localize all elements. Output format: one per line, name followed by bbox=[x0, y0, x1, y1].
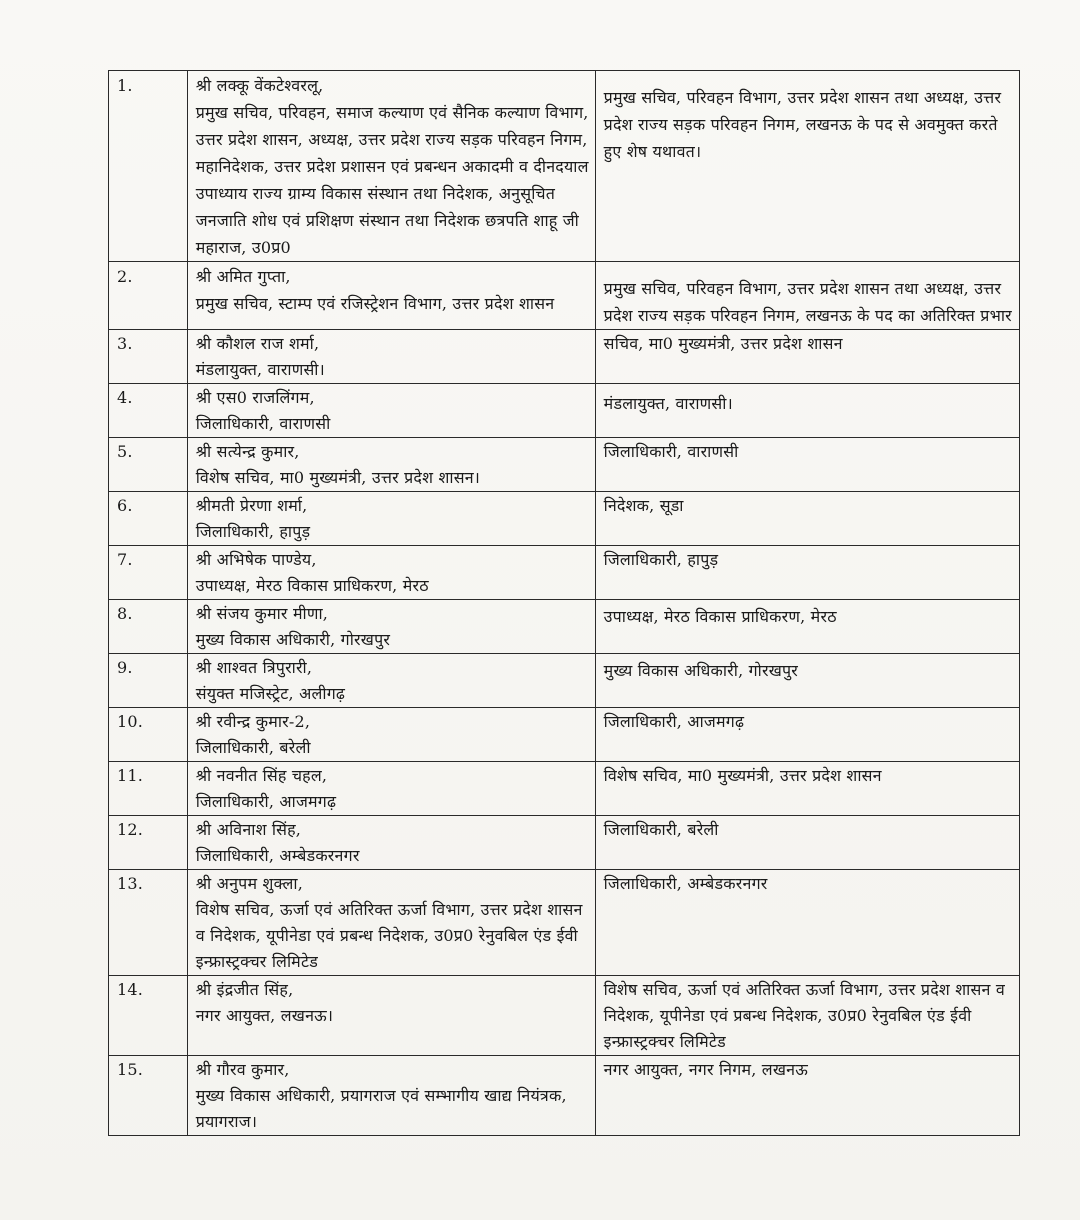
new-posting bbox=[595, 654, 1019, 708]
serial-number: 7. bbox=[109, 546, 188, 600]
current-posting: प्रमुख सचिव, परिवहन, समाज कल्याण एवं सैनिक कल्याण विभाग, उत्तर प्रदेश शासन, अध्यक्ष, उत्तर प्रदेश राज्य सड़क परिवहन निगम, महानिदेशक, उत्तर प्रदेश प्रशासन एवं प्रबन्धन अकादमी व दीनदयाल उपाध्याय राज्य ग्राम्य विकास संस्थान तथा निदेशक, अनुसूचित जनजाति शोध एवं प्रशिक्षण संस्थान तथा निदेशक छत्रपति शाहू जी महाराज, उ0प्र0 bbox=[195, 103, 589, 257]
new-posting bbox=[595, 600, 1019, 654]
serial-number: 1. bbox=[109, 71, 188, 262]
new-posting bbox=[595, 492, 1019, 546]
new-posting bbox=[595, 262, 1019, 330]
new-posting bbox=[595, 762, 1019, 816]
new-posting bbox=[595, 708, 1019, 762]
officer-cell bbox=[187, 1056, 595, 1136]
current-posting: उपाध्यक्ष, मेरठ विकास प्राधिकरण, मेरठ bbox=[195, 576, 429, 595]
table-row bbox=[109, 816, 1020, 870]
officer-name: श्री सत्येन्द्र कुमार, bbox=[195, 442, 300, 461]
current-posting: नगर आयुक्त, लखनऊ। bbox=[195, 1006, 334, 1025]
officer-cell bbox=[187, 492, 595, 546]
new-posting bbox=[595, 1056, 1019, 1136]
new-posting-text: मंडलायुक्त, वाराणसी। bbox=[603, 394, 733, 413]
officer-name: श्रीमती प्रेरणा शर्मा, bbox=[195, 496, 308, 515]
table-row bbox=[109, 438, 1020, 492]
table-row bbox=[109, 976, 1020, 1056]
officer-name: श्री कौशल राज शर्मा, bbox=[195, 334, 320, 353]
officer-name: श्री अभिषेक पाण्डेय, bbox=[195, 550, 317, 569]
transfer-table-body bbox=[109, 71, 1020, 1136]
current-posting: जिलाधिकारी, आजमगढ़ bbox=[195, 792, 337, 811]
new-posting bbox=[595, 976, 1019, 1056]
table-row bbox=[109, 1056, 1020, 1136]
table-row bbox=[109, 762, 1020, 816]
table-row bbox=[109, 492, 1020, 546]
table-row bbox=[109, 384, 1020, 438]
new-posting-text: जिलाधिकारी, हापुड़ bbox=[603, 550, 719, 569]
officer-name: श्री अनुपम शुक्ला, bbox=[195, 874, 304, 893]
table-row bbox=[109, 71, 1020, 262]
serial-number: 5. bbox=[109, 438, 188, 492]
new-posting-text: विशेष सचिव, मा0 मुख्यमंत्री, उत्तर प्रदेश शासन bbox=[603, 766, 882, 785]
new-posting-text: मुख्य विकास अधिकारी, गोरखपुर bbox=[603, 661, 799, 680]
current-posting: संयुक्त मजिस्ट्रेट, अलीगढ़ bbox=[195, 684, 346, 703]
officer-cell bbox=[187, 330, 595, 384]
new-posting-text: उपाध्यक्ष, मेरठ विकास प्राधिकरण, मेरठ bbox=[603, 607, 837, 626]
serial-number: 3. bbox=[109, 330, 188, 384]
officer-cell bbox=[187, 546, 595, 600]
officer-name: श्री एस0 राजलिंगम, bbox=[195, 388, 315, 407]
current-posting: जिलाधिकारी, अम्बेडकरनगर bbox=[195, 846, 360, 865]
table-row bbox=[109, 262, 1020, 330]
current-posting: मुख्य विकास अधिकारी, गोरखपुर bbox=[195, 630, 391, 649]
new-posting bbox=[595, 546, 1019, 600]
table-row bbox=[109, 546, 1020, 600]
officer-name: श्री अमित गुप्ता, bbox=[195, 267, 291, 286]
officer-cell bbox=[187, 816, 595, 870]
officer-cell bbox=[187, 600, 595, 654]
officer-cell bbox=[187, 762, 595, 816]
new-posting-text: जिलाधिकारी, बरेली bbox=[603, 820, 719, 839]
new-posting bbox=[595, 870, 1019, 976]
serial-number: 8. bbox=[109, 600, 188, 654]
current-posting: मंडलायुक्त, वाराणसी। bbox=[195, 360, 325, 379]
serial-number: 14. bbox=[109, 976, 188, 1056]
new-posting bbox=[595, 71, 1019, 262]
officer-name: श्री अविनाश सिंह, bbox=[195, 820, 302, 839]
new-posting bbox=[595, 816, 1019, 870]
serial-number: 11. bbox=[109, 762, 188, 816]
officer-cell bbox=[187, 976, 595, 1056]
new-posting-text: प्रमुख सचिव, परिवहन विभाग, उत्तर प्रदेश शासन तथा अध्यक्ष, उत्तर प्रदेश राज्य सड़क परिवहन निगम, लखनऊ के पद का अतिरिक्त प्रभार bbox=[603, 279, 1012, 325]
officer-name: श्री नवनीत सिंह चहल, bbox=[195, 766, 328, 785]
serial-number: 12. bbox=[109, 816, 188, 870]
officer-cell bbox=[187, 71, 595, 262]
new-posting-text: नगर आयुक्त, नगर निगम, लखनऊ bbox=[603, 1060, 808, 1079]
new-posting-text: निदेशक, सूडा bbox=[603, 496, 684, 515]
table-row bbox=[109, 708, 1020, 762]
officer-name: श्री गौरव कुमार, bbox=[195, 1060, 290, 1079]
new-posting bbox=[595, 438, 1019, 492]
current-posting: प्रमुख सचिव, स्टाम्प एवं रजिस्ट्रेशन विभाग, उत्तर प्रदेश शासन bbox=[195, 294, 555, 313]
table-row bbox=[109, 870, 1020, 976]
officer-cell bbox=[187, 384, 595, 438]
new-posting-text: सचिव, मा0 मुख्यमंत्री, उत्तर प्रदेश शासन bbox=[603, 334, 843, 353]
officer-cell bbox=[187, 654, 595, 708]
serial-number: 10. bbox=[109, 708, 188, 762]
table-row bbox=[109, 654, 1020, 708]
officer-cell bbox=[187, 870, 595, 976]
officer-name: श्री रवीन्द्र कुमार-2, bbox=[195, 712, 311, 731]
serial-number: 2. bbox=[109, 262, 188, 330]
new-posting-text: जिलाधिकारी, अम्बेडकरनगर bbox=[603, 874, 768, 893]
transfer-table bbox=[108, 70, 1020, 1136]
serial-number: 9. bbox=[109, 654, 188, 708]
table-row bbox=[109, 330, 1020, 384]
current-posting: विशेष सचिव, मा0 मुख्यमंत्री, उत्तर प्रदेश शासन। bbox=[195, 468, 481, 487]
officer-name: श्री लक्कू वेंकटेश्वरलू, bbox=[195, 76, 324, 95]
officer-name: श्री इंद्रजीत सिंह, bbox=[195, 980, 294, 999]
officer-cell bbox=[187, 262, 595, 330]
officer-cell bbox=[187, 708, 595, 762]
new-posting-text: जिलाधिकारी, वाराणसी bbox=[603, 442, 739, 461]
new-posting-text: प्रमुख सचिव, परिवहन विभाग, उत्तर प्रदेश शासन तथा अध्यक्ष, उत्तर प्रदेश राज्य सड़क परिवहन निगम, लखनऊ के पद से अवमुक्त करते हुए शेष यथावत। bbox=[603, 88, 1002, 161]
serial-number: 15. bbox=[109, 1056, 188, 1136]
current-posting: जिलाधिकारी, वाराणसी bbox=[195, 414, 331, 433]
serial-number: 6. bbox=[109, 492, 188, 546]
new-posting-text: विशेष सचिव, ऊर्जा एवं अतिरिक्त ऊर्जा विभाग, उत्तर प्रदेश शासन व निदेशक, यूपीनेडा एवं प्रबन्ध निदेशक, उ0प्र0 रेनुवबिल एंड ईवी इन्फ्रास्ट्रक्चर लिमिटेड bbox=[603, 980, 1005, 1051]
table-row bbox=[109, 600, 1020, 654]
new-posting-text: जिलाधिकारी, आजमगढ़ bbox=[603, 712, 745, 731]
serial-number: 4. bbox=[109, 384, 188, 438]
current-posting: जिलाधिकारी, बरेली bbox=[195, 738, 311, 757]
current-posting: मुख्य विकास अधिकारी, प्रयागराज एवं सम्भागीय खाद्य नियंत्रक, प्रयागराज। bbox=[195, 1086, 567, 1131]
officer-name: श्री संजय कुमार मीणा, bbox=[195, 604, 329, 623]
serial-number: 13. bbox=[109, 870, 188, 976]
new-posting bbox=[595, 384, 1019, 438]
officer-cell bbox=[187, 438, 595, 492]
officer-name: श्री शाश्वत त्रिपुरारी, bbox=[195, 658, 313, 677]
current-posting: विशेष सचिव, ऊर्जा एवं अतिरिक्त ऊर्जा विभाग, उत्तर प्रदेश शासन व निदेशक, यूपीनेडा एवं प्रबन्ध निदेशक, उ0प्र0 रेनुवबिल एंड ईवी इन्फ्रास्ट्रक्चर लिमिटेड bbox=[195, 900, 583, 971]
new-posting bbox=[595, 330, 1019, 384]
current-posting: जिलाधिकारी, हापुड़ bbox=[195, 522, 311, 541]
